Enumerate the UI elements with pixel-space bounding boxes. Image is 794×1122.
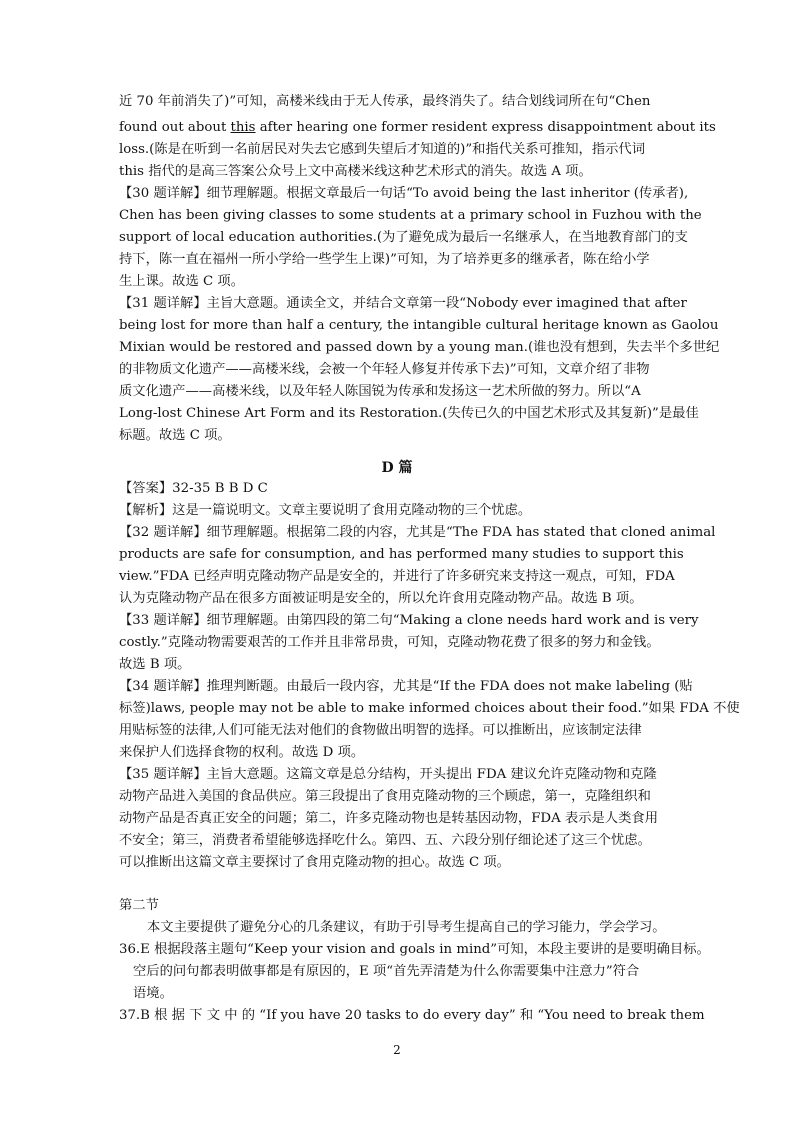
section-heading: 第二节 <box>119 898 159 913</box>
text-line: 标签)laws, people may not be able to make informed choices about their food.”如果 FDA 不使 <box>119 701 740 716</box>
text-line: 可以推断出这篇文章主要探讨了食用克隆动物的担心。故选 C 项。 <box>119 855 510 870</box>
text-line: 语境。 <box>133 986 173 1001</box>
text-line: this 指代的是高三答案公众号上文中高楼米线这种艺术形式的消失。故选 A 项。 <box>119 164 592 179</box>
text-line: 本文主要提供了避免分心的几条建议，有助于引导考生提高自己的学习能力，学会学习。 <box>147 920 666 935</box>
text-line: 【35 题详解】主旨大意题。这篇文章是总分结构，开头提出 FDA 建议允许克隆动物和克隆 <box>119 767 657 782</box>
text-line: 37.B 根 据 下 文 中 的 “If you have 20 tasks to do every day” 和 “You need to break them <box>119 1008 705 1023</box>
text-line: 认为克隆动物产品在很多方面被证明是安全的，所以允许食用克隆动物产品。故选 B 项。 <box>119 591 643 606</box>
text-line: 的非物质文化遗产——高楼米线，会被一个年轻人修复并传承下去)”可知，文章介绍了非物 <box>119 362 650 377</box>
answer-line: 【答案】32-35 B B D C <box>119 481 268 496</box>
text-line: 故选 B 项。 <box>119 657 191 672</box>
text-line: support of local education authorities.(为了避免成为最后一名继承人，在当地教育部门的支 <box>119 230 688 245</box>
page-number: 2 <box>393 1043 401 1057</box>
text-line: 不安全；第三，消费者希望能够选择吃什么。第四、五、六段分别仔细论述了这三个忧虑。 <box>119 833 651 848</box>
text-line: view.”FDA 已经声明克隆动物产品是安全的，并进行了许多研究来支持这一观点，可知，FDA <box>119 569 675 584</box>
text-line: products are safe for consumption, and has performed many studies to support this <box>119 547 684 562</box>
text-line: 【31 题详解】主旨大意题。通读全文，并结合文章第一段“Nobody ever imagined that after <box>119 296 687 311</box>
text-line: loss.(陈是在听到一名前居民对失去它感到失望后才知道的)”和指代关系可推知，指示代词 <box>119 142 645 157</box>
text-line: 近 70 年前消失了)”可知，高楼米线由于无人传承，最终消失了。结合划线词所在句“Chen <box>119 94 651 109</box>
text-line: costly.”克隆动物需要艰苦的工作并且非常昂贵，可知，克隆动物花费了很多的努力和金钱。 <box>119 635 660 650</box>
text-line: 用贴标签的法律,人们可能无法对他们的食物做出明智的选择。可以推断出，应该制定法律 <box>119 723 642 738</box>
underlined-word: this <box>230 120 256 135</box>
text-line: 【解析】这是一篇说明文。文章主要说明了食用克隆动物的三个忧虑。 <box>119 503 532 518</box>
text-line: 36.E 根据段落主题句“Keep your vision and goals in mind”可知，本段主要讲的是要明确目标。 <box>119 942 710 957</box>
text-line: 来保护人们选择食物的权利。故选 D 项。 <box>119 745 365 760</box>
text-line: 质文化遗产——高楼米线，以及年轻人陈国锐为传承和发扬这一艺术所做的努力。所以“A <box>119 384 641 399</box>
text-line: 标题。故选 C 项。 <box>119 428 231 443</box>
text-line: 生上课。故选 C 项。 <box>119 274 245 289</box>
text-line: 【33 题详解】细节理解题。由第四段的第二句“Making a clone needs hard work and is very <box>119 613 699 628</box>
text-line: Long-lost Chinese Art Form and its Restoration.(失传已久的中国艺术形式及其复新)”是最佳 <box>119 406 699 421</box>
text-line: Mixian would be restored and passed down by a young man.(谁也没有想到，失去半个多世纪 <box>119 340 720 355</box>
text-line: being lost for more than half a century, the intangible cultural heritage known as Gaolou <box>119 318 719 333</box>
text-line: 持下，陈一直在福州一所小学给一些学生上课)”可知，为了培养更多的继承者，陈在给小学 <box>119 252 650 267</box>
text-line: 动物产品是否真正安全的问题；第二，许多克隆动物也是转基因动物，FDA 表示是人类食用 <box>119 811 658 826</box>
text-line: Chen has been giving classes to some students at a primary school in Fuzhou with the <box>119 208 702 223</box>
section-heading: D 篇 <box>381 460 413 476</box>
text-line: found out about this after hearing one former resident express disappointment about its <box>119 120 716 135</box>
text-line: 【32 题详解】细节理解题。根据第二段的内容，尤其是“The FDA has stated that cloned animal <box>119 525 716 540</box>
text-line: 【30 题详解】细节理解题。根据文章最后一句话“To avoid being the last inheritor (传承者), <box>119 186 689 201</box>
text-line: 动物产品进入美国的食品供应。第三段提出了食用克隆动物的三个顾虑，第一，克隆组织和 <box>119 789 651 804</box>
text-line: 【34 题详解】推理判断题。由最后一段内容，尤其是“If the FDA does not make labeling (贴 <box>119 679 693 694</box>
text-line: 空后的问句都表明做事都是有原因的，E 项“首先弄清楚为什么你需要集中注意力”符合 <box>133 964 640 979</box>
